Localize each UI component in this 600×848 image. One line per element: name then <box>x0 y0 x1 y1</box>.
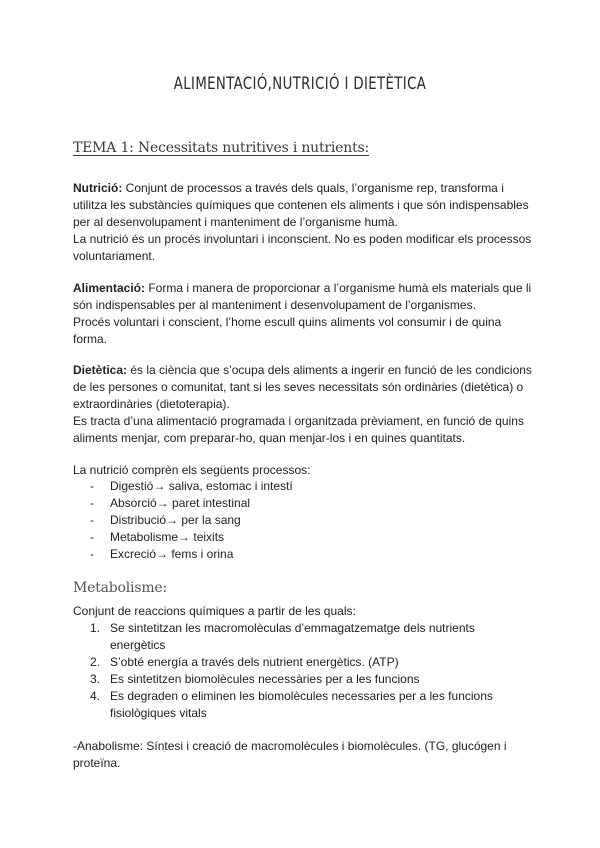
alimentacio-paragraph <box>73 280 533 348</box>
list-item: 3. Es sintetitzen biomolècules necessàries per a les funcions <box>90 672 420 686</box>
list-item: 4. Es degraden o eliminen les biomolècules necessaries per a les funcions fisiològiques vitals <box>90 689 493 720</box>
nutricio-term: Nutrició: <box>73 181 123 195</box>
document-title: ALIMENTACIÓ,NUTRICIÓ I DIETÈTICA <box>173 74 427 94</box>
alimentacio-note: Procés voluntari i conscient, l’home escull quins aliments vol consumir i de quina forma. <box>73 315 502 346</box>
anabolisme-paragraph: -Anabolisme: Síntesi i creació de macromolècules i biomolècules. (TG, glucógen i proteïna. <box>73 739 507 770</box>
nutricio-paragraph <box>73 180 533 265</box>
metabolisme-list <box>90 620 520 722</box>
dietetica-definition: és la ciència que s’ocupa dels aliments a ingerir en funció de les condicions de les persones o comunitat, tant si les seves necessitats són ordinàries (dietètica) o extraordinàries (dietoterapia). <box>73 363 532 411</box>
list-item: 1. Se sintetitzan les macromolèculas d’emmagatzematge dels nutrients energètics <box>90 621 475 652</box>
alimentacio-term: Alimentació: <box>73 281 146 295</box>
alimentacio-definition: Forma i manera de proporcionar a l’organisme humà els materials que li són indispensables per al manteniment i desenvolupament de l’organismes. <box>73 281 532 312</box>
dietetica-paragraph <box>73 362 533 447</box>
list-item: - Distribució→ per la sang <box>90 513 241 527</box>
metabolisme-intro: Conjunt de reaccions químiques a partir de les quals: <box>73 604 356 618</box>
processos-list <box>90 478 293 563</box>
list-item: 2. S’obté energía a través dels nutrient energètics. (ATP) <box>90 655 399 669</box>
list-item: - Excreció→ fems i orina <box>90 547 234 561</box>
tema-heading: TEMA 1: Necessitats nutritives i nutrients: <box>73 140 370 156</box>
list-item: - Metabolisme→ teixits <box>90 530 225 544</box>
list-item: - Absorció→ paret intestinal <box>90 496 251 510</box>
dietetica-note: Es tracta d’una alimentació programada i organitzada prèviament, en funció de quins aliments menjar, com preparar-ho, quan menjar-los i en quines quantitats. <box>73 414 524 445</box>
list-item: - Digestió→ saliva, estomac i intestí <box>90 479 293 493</box>
dietetica-term: Dietètica: <box>73 363 128 377</box>
nutricio-definition: Conjunt de processos a través dels quals, l’organisme rep, transforma i utilitza les substàncies químiques que contenen els aliments i que són indispensables per al desenvolupament i manteniment de l’organisme humà. <box>73 181 529 229</box>
metabolisme-heading: Metabolisme: <box>73 580 168 596</box>
nutricio-note: La nutrició és un procés involuntari i inconscient. No es poden modificar els processos voluntariament. <box>73 232 532 263</box>
processos-intro: La nutrició comprèn els següents processos: <box>73 463 311 477</box>
